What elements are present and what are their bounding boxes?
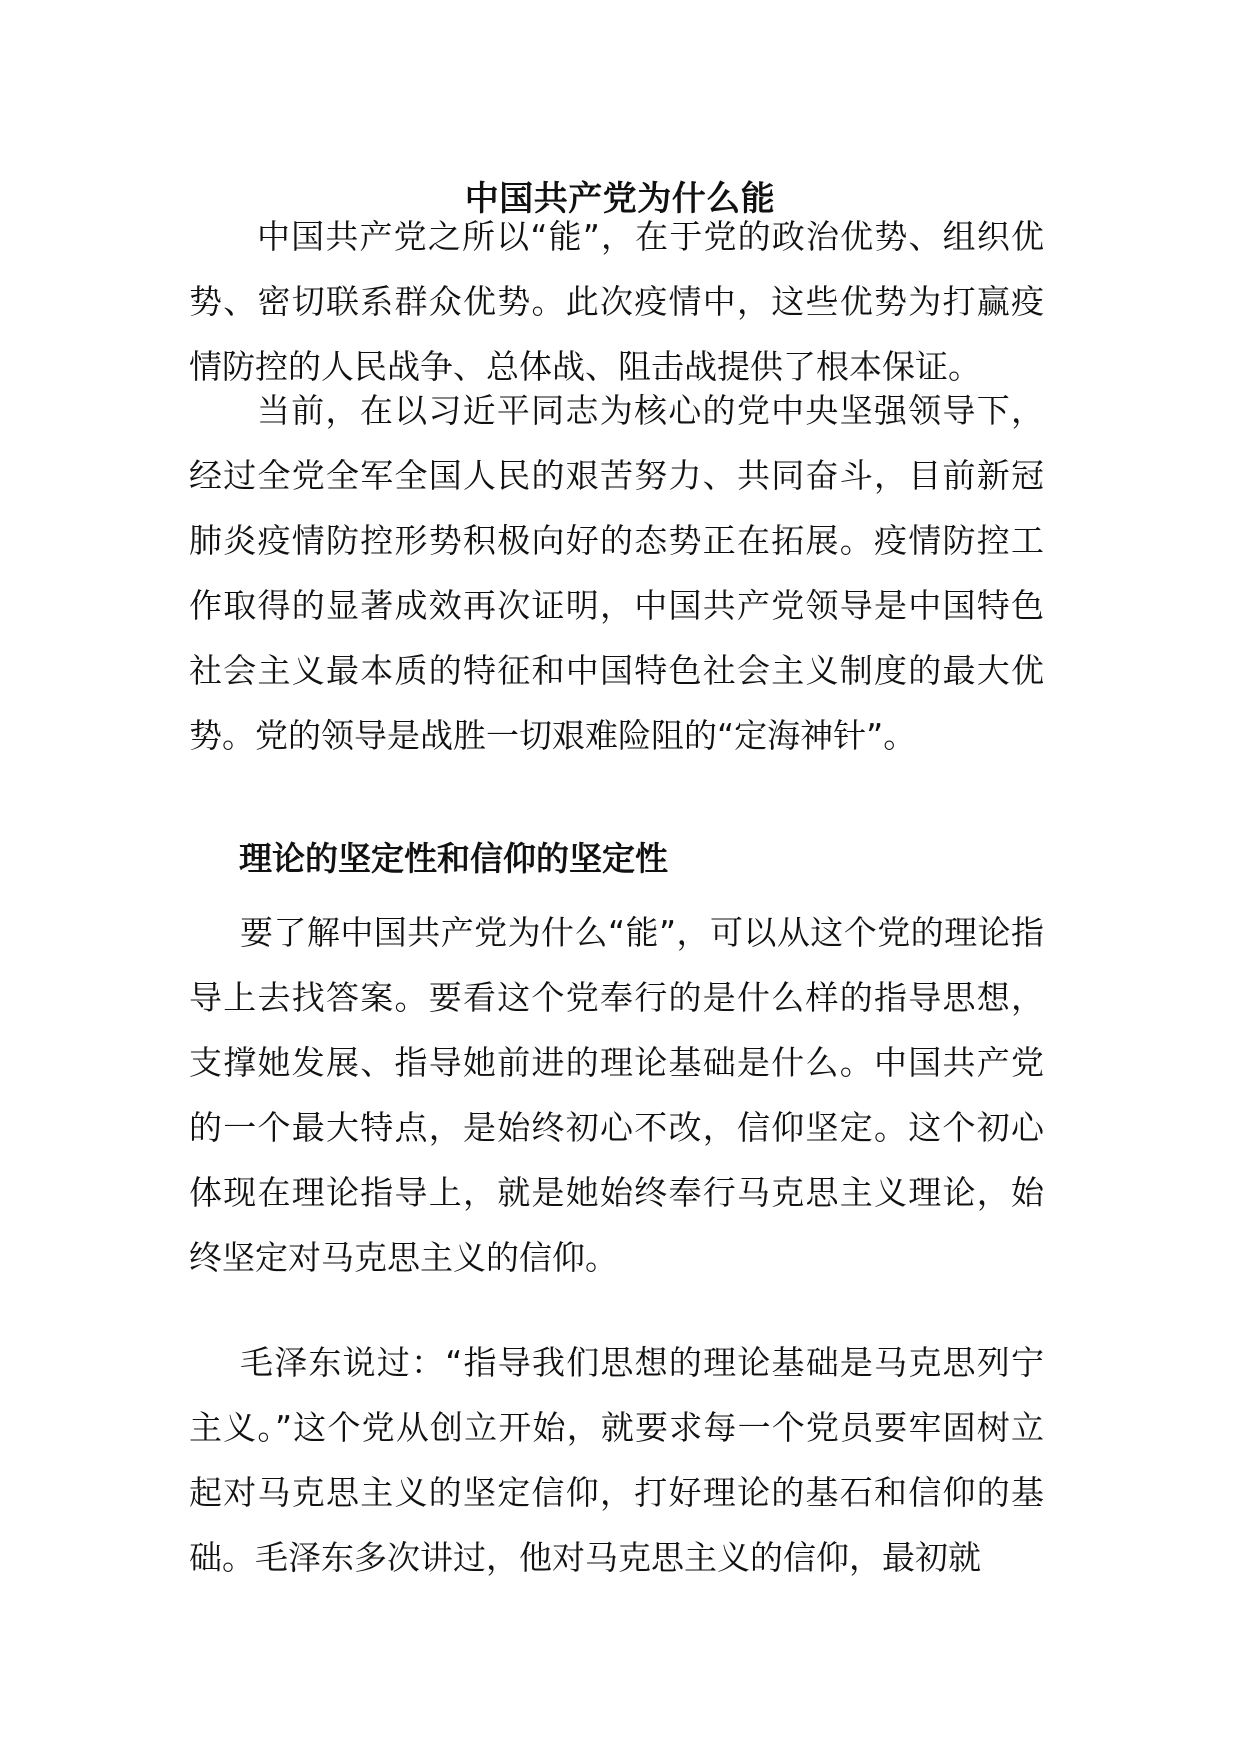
paragraph-party-advantages: 中国共产党之所以“能”，在于党的政治优势、组织优势、密切联系群众优势。此次疫情中，这些优势为打赢疫情防控的人民战争、总体战、阻击战提供了根本保证。: [189, 217, 1044, 386]
paragraph-mao-quote: 毛泽东说过：“指导我们思想的理论基础是马克思列宁主义。”这个党从创立开始，就要求每一个党员要牢固树立起对马克思主义的坚定信仰，打好理论的基石和信仰的基础。毛泽东多次讲过，他对马克思主义的信仰，最初就: [189, 1343, 1044, 1577]
paragraph-theory-guidance: 要了解中国共产党为什么“能”，可以从这个党的理论指导上去找答案。要看这个党奉行的是什么样的指导思想，支撑她发展、指导她前进的理论基础是什么。中国共产党的一个最大特点，是始终初心不改，信仰坚定。这个初心体现在理论指导上，就是她始终奉行马克思主义理论，始终坚定对马克思主义的信仰。: [189, 913, 1044, 1277]
document-title: 中国共产党为什么能: [464, 179, 776, 219]
section-heading-theory-belief: 理论的坚定性和信仰的坚定性: [239, 839, 668, 878]
paragraph-epidemic-control: 当前，在以习近平同志为核心的党中央坚强领导下，经过全党全军全国人民的艰苦努力、共同奋斗，目前新冠肺炎疫情防控形势积极向好的态势正在拓展。疫情防控工作取得的显著成效再次证明，中国共产党领导是中国特色社会主义最本质的特征和中国特色社会主义制度的最大优势。党的领导是战胜一切艰难险阻的“定海神针”。: [189, 391, 1044, 755]
